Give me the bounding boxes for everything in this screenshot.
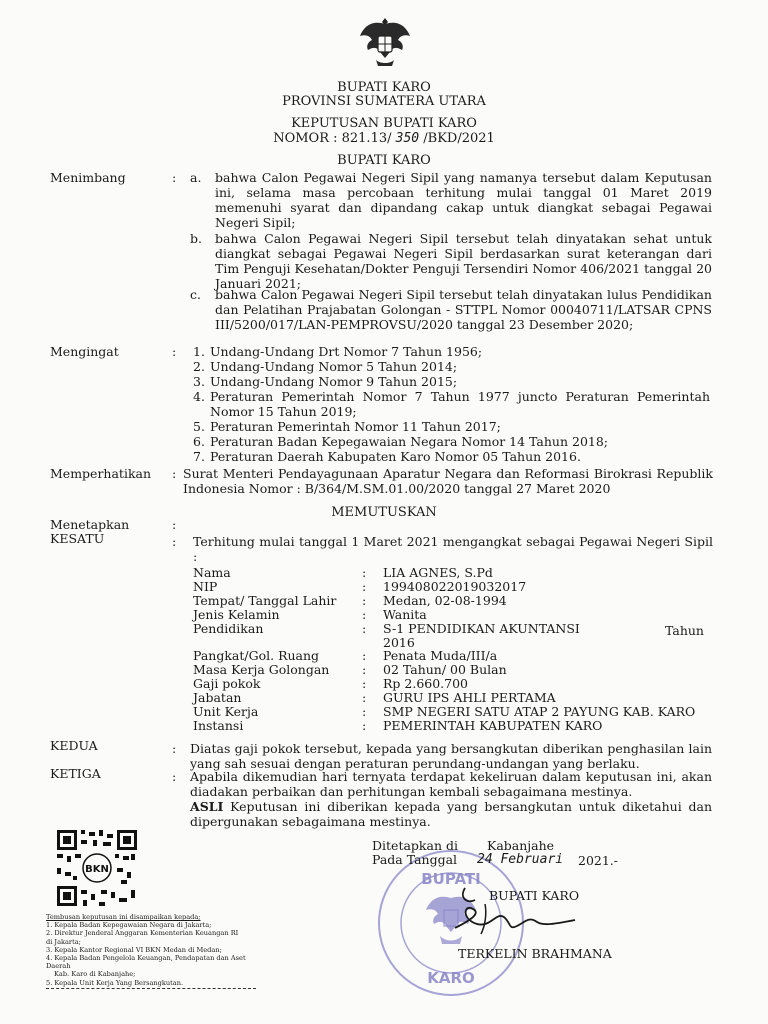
menimbang-c-text: bahwa Calon Pegawai Negeri Sipil tersebut telah dinyatakan lulus Pendidikan dan Pelatihan Prajabatan Golongan - STTPL Nomor 00040711/LATSAR CPNS III/5200/017/LAN-PEMPROVSU/2020 tanggal 23 Desember 2020;	[215, 287, 712, 332]
field-label-jabatan: Jabatan	[193, 690, 242, 705]
ditetapkan-label: Ditetapkan di	[372, 838, 458, 853]
decree-page: BUPATI KARO PROVINSI SUMATERA UTARA KEPUTUSAN BUPATI KARO NOMOR : 821.13/ 350 /BKD/2021 BUPATI KARO Menimbang : a. bahwa Calon Pegawai Negeri Sipil yang namanya tersebut dalam Keputusan ini, selama masa percobaan terhitung mulai tanggal 01 Maret 2019 memenuhi syarat dan dipandang cakap untuk diangkat sebagai Pegawai Negeri Sipil; b. bahwa Calon Pegawai Negeri Sipil tersebut telah dinyatakan sehat untuk diangkat sebagai Pegawai Negeri Sipil berdasarkan surat keterangan dari Tim Penguji Kesehatan/Dokter Penguji Tersendiri Nomor 406/2021 tanggal 20 Januari 2021; c. bahwa Calon Pegawai Negeri Sipil tersebut telah dinyatakan lulus Pendidikan dan Pelatihan Prajabatan Golongan - STTPL Nomor 00040711/LATSAR CPNS III/5200/017/LAN-PEMPROVSU/2020 tanggal 23 Desember 2020; Mengingat : 1. Undang-Undang Drt Nomor 7 Tahun 1956; 2. Undang-Undang Nomor 5 Tahun 2014; 3. Undang-Undang Nomor 9 Tahun 2015; 4. Peraturan Pemerintah Nomor 7 Tahun 1977 juncto Peraturan Pemerintah Nomor 15 Tahun 2019; 5. Peraturan Pemerintah Nomor 11 Tahun 2017; 6. Peraturan Badan Kepegawaian Negara Nomor 14 Tahun 2018; 7. Peraturan Daerah Kabupaten Karo Nomor 05 Tahun 2016. Memperhatikan : Surat Menteri Pendayagunaan Aparatur Negara dan Reformasi Birokrasi Republik Indonesia Nomor : B/364/M.SM.01.00/2020 tanggal 27 Maret 2020 MEMUTUSKAN Menetapkan : KESATU : Terhitung mulai tanggal 1 Maret 2021 mengangkat sebagai Pegawai Negeri Sipil : Nama : LIA AGNES, S.Pd NIP : 199408022019032017 Tempat/ Tanggal Lahir : Medan, 02-08-1994 Jenis Kelamin : Wanita Pendidikan : S-1 PENDIDIKAN AKUNTANSI Tahun 2016 Pangkat/Gol. Ruang : Penata Muda/III/a Masa Kerja Golongan : 02 Tahun/ 00 Bulan Gaji pokok : Rp 2.660.700 Jabatan : GURU IPS AHLI PERTAMA Unit Kerja : SMP NEGERI SATU ATAP 2 PAYUNG KAB. KARO Instansi : PEMERINTAH KABUPATEN KARO KEDUA : Diatas gaji pokok tersebut, kepada yang bersangkutan diberikan penghasilan lain yang sah sesuai dengan peraturan perundang-undangan yang berlaku. KETIGA : Apabila dikemudian hari ternyata terdapat kekeliruan dalam keputusan ini, akan diadakan perbaikan dan perhitungan kembali sebagaimana mestinya. ASLI Keputusan ini diberikan kepada yang bersangkutan untuk diketahui dan dipergunakan sebagaimana mestinya. BKN Tembusan keputusan ini disampaikan kepada; 1. Kepala Badan Kepegawaian Negara di Jakarta; 2. Direktur Jenderal Anggaran Kementerian Keuangan RI di Jakarta; 3. Kepala Kantor Regional VI BKN Medan di Medan; 4. Kepala Badan Pengelola Keuangan, Pendapatan dan Aset Daerah Kab. Karo di Kabanjahe; 5. Kepala Unit Kerja Yang Bersangkutan. BUPATI KARO Ditetapkan di Kabanjahe Pada Tanggal 24 Februari 2021.- BUPATI KARO TERKELIN BRAHMANA	[0, 0, 768, 1024]
header-line-2: PROVINSI SUMATERA UTARA	[282, 94, 486, 109]
field-value-ttl: Medan, 02-08-1994	[383, 593, 507, 608]
list-item: Kab. Karo di Kabanjahe;	[54, 970, 136, 979]
qr-logo-label: BKN	[85, 864, 109, 875]
kesatu-intro: Terhitung mulai tanggal 1 Maret 2021 mengangkat sebagai Pegawai Negeri Sipil :	[193, 534, 713, 564]
nomor-handwritten: 350	[395, 131, 420, 146]
field-value-pendidikan-tahun-label: Tahun	[665, 623, 704, 638]
field-label-instansi: Instansi	[193, 718, 244, 733]
menimbang-c-letter: c.	[190, 287, 201, 302]
signer-title: BUPATI KARO	[489, 888, 580, 903]
menimbang-a-letter: a.	[190, 170, 202, 185]
field-value-nama: LIA AGNES, S.Pd	[383, 565, 493, 580]
decree-number	[0, 131, 768, 146]
handwritten-signature-icon	[445, 868, 595, 948]
field-value-jabatan: GURU IPS AHLI PERTAMA	[383, 690, 556, 705]
header-line-3: KEPUTUSAN BUPATI KARO	[291, 116, 477, 131]
field-label-nip: NIP	[193, 579, 218, 594]
nomor-prefix: NOMOR : 821.13/	[273, 131, 392, 146]
field-value-instansi: PEMERINTAH KABUPATEN KARO	[383, 718, 603, 733]
field-value-gaji: Rp 2.660.700	[383, 676, 469, 691]
field-value-nip: 199408022019032017	[383, 579, 527, 594]
ditetapkan-place: Kabanjahe	[487, 838, 555, 853]
nomor-suffix: /BKD/2021	[423, 131, 495, 146]
kesatu-label: KESATU	[50, 531, 105, 546]
mengingat-label: Mengingat	[50, 344, 119, 359]
memperhatikan-label: Memperhatikan	[50, 466, 152, 481]
tanggal-handwritten: 24 Februari	[477, 852, 564, 867]
list-item: 2. Direktur Jenderal Anggaran Kementerian Keuangan RI di Jakarta;	[46, 929, 239, 946]
ketiga-label: KETIGA	[50, 766, 101, 781]
tanggal-tahun: 2021.-	[578, 853, 619, 868]
field-label-pangkat: Pangkat/Gol. Ruang	[193, 648, 320, 663]
ketiga-text: Apabila dikemudian hari ternyata terdapat kekeliruan dalam keputusan ini, akan diadakan perbaikan dan perhitungan kembali sebagaimana mestinya.	[190, 769, 712, 799]
field-value-unit-kerja: SMP NEGERI SATU ATAP 2 PAYUNG KAB. KARO	[383, 704, 696, 719]
mengingat-list: 1. Undang-Undang Drt Nomor 7 Tahun 1956; 2. Undang-Undang Nomor 5 Tahun 2014; 3. Undang-Undang Nomor 9 Tahun 2015; 4. Peraturan Pemerintah Nomor 7 Tahun 1977 juncto Peraturan Pemerintah Nomor 15 Tahun 2019; 5. Peraturan Pemerintah Nomor 11 Tahun 2017; 6. Peraturan Badan Kepegawaian Negara Nomor 14 Tahun 2018; 7. Peraturan Daerah Kabupaten Karo Nomor 05 Tahun 2016.	[193, 344, 710, 464]
menimbang-b-text: bahwa Calon Pegawai Negeri Sipil tersebut telah dinyatakan sehat untuk diangkat sebagai Pegawai Negeri Sipil berdasarkan surat keterangan dari Tim Penguji Kesehatan/Dokter Penguji Tersendiri Nomor 406/2021 tanggal 20 Januari 2021;	[215, 231, 712, 291]
kedua-label: KEDUA	[50, 738, 98, 753]
asli-paragraph	[190, 799, 712, 829]
signer-name: TERKELIN BRAHMANA	[458, 946, 612, 961]
field-label-nama: Nama	[193, 565, 231, 580]
field-label-masa-kerja: Masa Kerja Golongan	[193, 662, 330, 677]
kedua-text: Diatas gaji pokok tersebut, kepada yang bersangkutan diberikan penghasilan lain yang sah sesuai dengan peraturan perundang-undangan yang berlaku.	[190, 741, 712, 771]
garuda-emblem-icon	[358, 14, 412, 70]
pada-tanggal-label: Pada Tanggal	[372, 852, 458, 867]
list-item: 1. Kepala Badan Kepegawaian Negara di Jakarta;	[46, 921, 212, 930]
field-value-jenis-kelamin: Wanita	[383, 607, 427, 622]
tembusan-block	[46, 913, 246, 989]
memutuskan-heading: MEMUTUSKAN	[331, 505, 437, 520]
field-value-pendidikan-tahun: 2016	[383, 635, 415, 650]
menimbang-a-text: bahwa Calon Pegawai Negeri Sipil yang namanya tersebut dalam Keputusan ini, selama masa percobaan terhitung mulai tanggal 01 Maret 2019 memenuhi syarat dan dipandang cakap untuk diangkat sebagai Pegawai Negeri Sipil;	[215, 170, 712, 230]
tembusan-title: Tembusan keputusan ini disampaikan kepada;	[46, 913, 201, 921]
menetapkan-label: Menetapkan	[50, 517, 130, 532]
menimbang-label: Menimbang	[50, 170, 126, 185]
field-label-jenis-kelamin: Jenis Kelamin	[193, 607, 280, 622]
field-label-gaji: Gaji pokok	[193, 676, 261, 691]
field-value-pangkat: Penata Muda/III/a	[383, 648, 498, 663]
list-item: 5. Kepala Unit Kerja Yang Bersangkutan.	[46, 978, 184, 987]
field-label-ttl: Tempat/ Tanggal Lahir	[193, 593, 337, 608]
menimbang-b-letter: b.	[190, 231, 202, 246]
stamp-bottom-text: KARO	[427, 969, 475, 987]
list-item: 3. Kepala Kantor Regional VI BKN Medan di Medan;	[46, 945, 222, 954]
field-label-unit-kerja: Unit Kerja	[193, 704, 259, 719]
stamp-top-text: BUPATI	[421, 870, 481, 888]
field-value-pendidikan: S-1 PENDIDIKAN AKUNTANSI	[383, 621, 580, 636]
header-line-5: BUPATI KARO	[337, 153, 431, 168]
header-line-1: BUPATI KARO	[337, 80, 431, 95]
field-value-masa-kerja: 02 Tahun/ 00 Bulan	[383, 662, 507, 677]
field-label-pendidikan: Pendidikan	[193, 621, 264, 636]
asli-text: Keputusan ini diberikan kepada yang bersangkutan untuk diketahui dan dipergunakan sebagaimana mestinya.	[190, 799, 712, 829]
list-item: 4. Kepala Badan Pengelola Keuangan, Pendapatan dan Aset Daerah	[46, 954, 246, 971]
tembusan-divider	[46, 988, 256, 989]
memperhatikan-text: Surat Menteri Pendayagunaan Aparatur Negara dan Reformasi Birokrasi Republik Indonesia Nomor : B/364/M.SM.01.00/2020 tanggal 27 Maret 2020	[183, 466, 713, 496]
qr-code-icon	[55, 828, 139, 908]
asli-bold: ASLI	[190, 799, 224, 814]
